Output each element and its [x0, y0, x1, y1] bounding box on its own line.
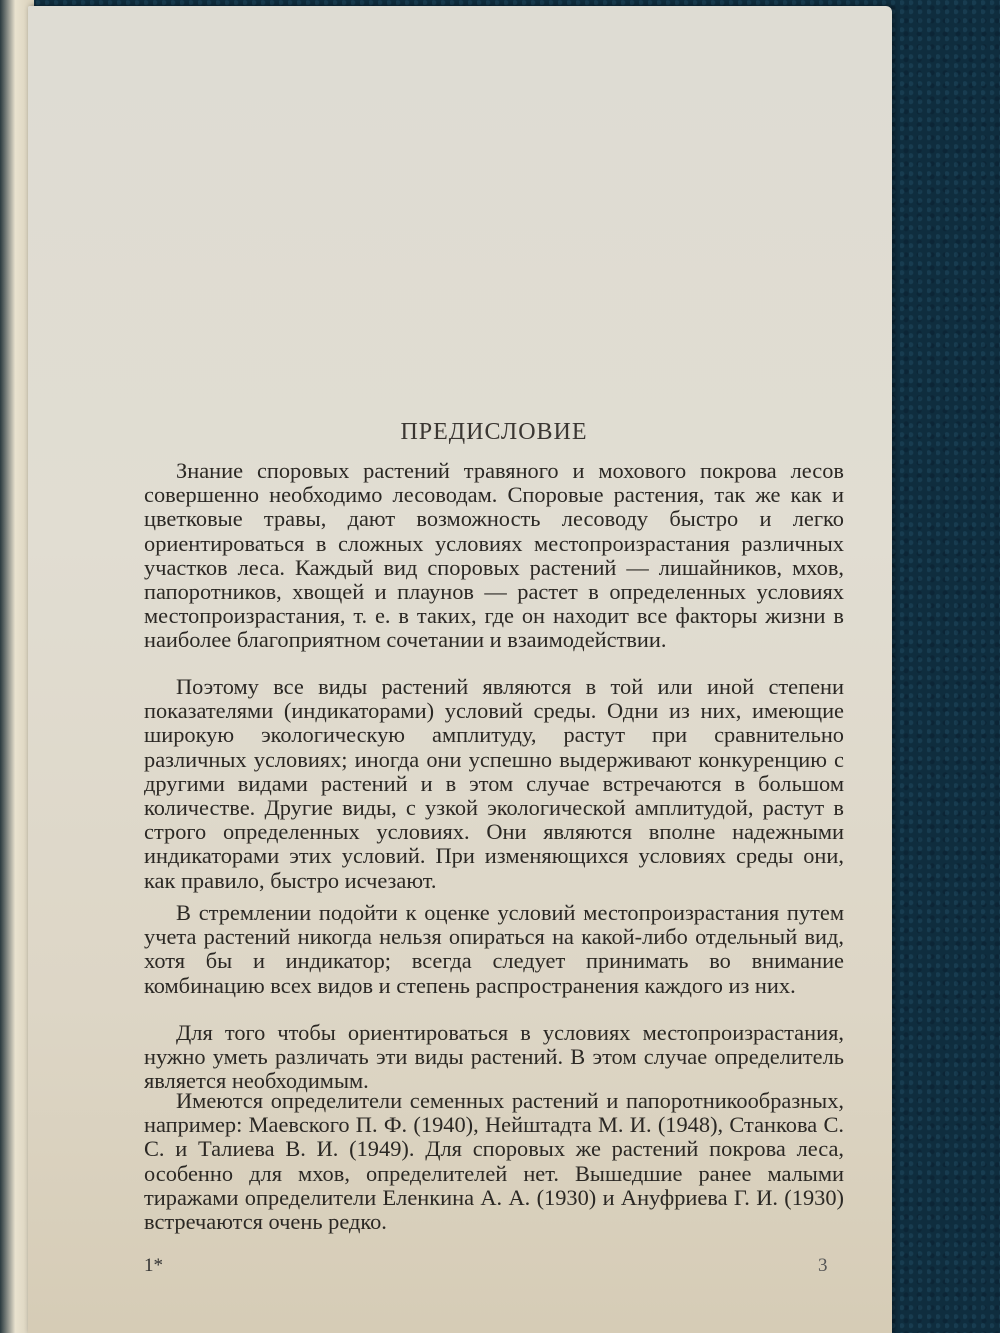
paragraph-3: В стремлении подойти к оценке условий местопроизрастания путем учета растений никогда нельзя опираться на какой-либо отдельный вид, хотя бы и индикатор; всегда следует принимать во внимание комбинацию всех видов и степень распространения каждого из них. [144, 900, 844, 998]
paragraph-5: Имеются определители семенных растений и папоротникообразных, например: Маевского П. Ф. (1940), Нейштадта М. И. (1948), Станкова С. С. и Талиева В. И. (1949). Для споровых же растений покрова леса, особенно для мхов, определителей нет. Вышедшие ранее малыми тиражами определители Еленкина А. А. (1930) и Ануфриева Г. И. (1930) встречаются очень редко. [144, 1088, 844, 1235]
signature-mark: 1* [144, 1255, 163, 1276]
paragraph-1: Знание споровых растений травяного и мохового покрова лесов совершенно необходимо лесоводам. Споровые растения, так же как и цветковые травы, дают возможность лесоводу быстро и легко ориентироваться в сложных условиях местопроизрастания различных участков леса. Каждый вид споровых растений — лишайников, мхов, папоротников, хвощей и плаунов — растет в определенных условиях местопроизрастания, т. е. в таких, где он находит все факторы жизни в наиболее благоприятном сочетании и взаимодействии. [144, 458, 844, 653]
book-page [28, 6, 892, 1333]
paragraph-4: Для того чтобы ориентироваться в условиях местопроизрастания, нужно уметь различать эти виды растений. В этом случае определитель является необходимым. [144, 1020, 844, 1094]
page-number: 3 [818, 1255, 828, 1276]
paragraph-2: Поэтому все виды растений являются в той или иной степени показателями (индикаторами) условий среды. Одни из них, имеющие широкую экологическую амплитуду, растут при сравнительно различных условиях; иногда они успешно выдерживают конкуренцию с другими видами растений и в этом случае встречаются в большом количестве. Другие виды, с узкой экологической амплитудой, растут в строго определенных условиях. Они являются вполне надежными индикаторами этих условий. При изменяющихся условиях среды они, как правило, быстро исчезают. [144, 674, 844, 893]
page-title: ПРЕДИСЛОВИЕ [400, 419, 588, 445]
